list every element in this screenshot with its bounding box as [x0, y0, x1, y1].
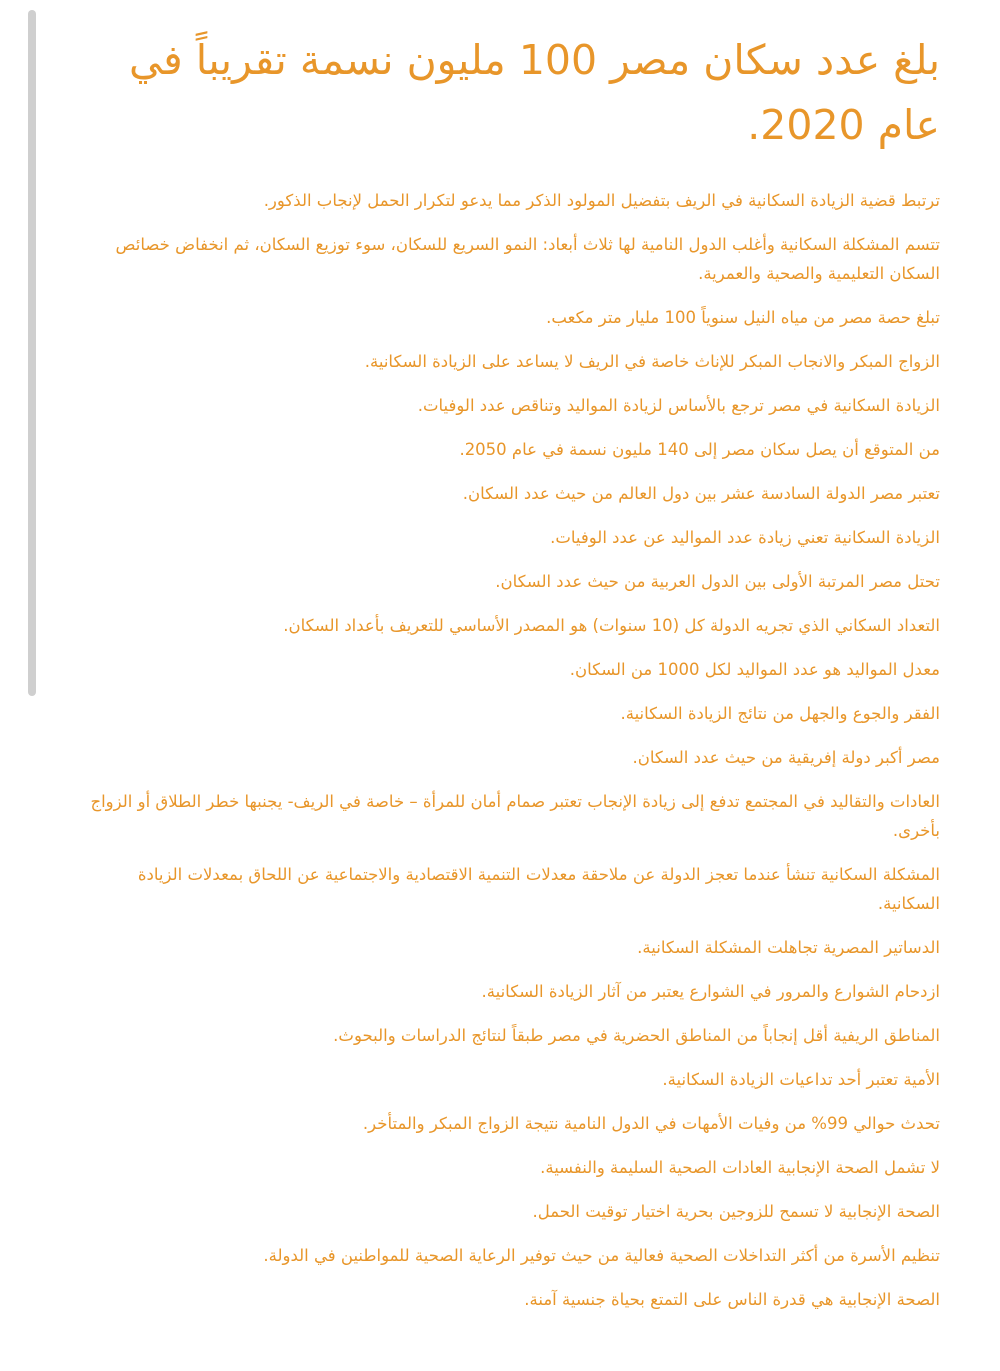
page-title: بلغ عدد سكان مصر 100 مليون نسمة تقريباً في عام 2020. — [128, 36, 940, 149]
statement-item: المناطق الريفية أقل إنجاباً من المناطق الحضرية في مصر طبقاً لنتائج الدراسات والبحوث. — [333, 1026, 940, 1045]
statement-item: التعداد السكاني الذي تجريه الدولة كل (10 سنوات) هو المصدر الأساسي للتعريف بأعداد السكان. — [283, 616, 940, 635]
statement-item: ترتبط قضية الزيادة السكانية في الريف بتفضيل المولود الذكر مما يدعو لتكرار الحمل لإنجاب الذكور. — [263, 191, 940, 210]
statement-item: مصر أكبر دولة إفريقية من حيث عدد السكان. — [632, 748, 940, 767]
statement-item: الفقر والجوع والجهل من نتائج الزيادة السكانية. — [620, 704, 940, 723]
statement-item: الصحة الإنجابية لا تسمح للزوجين بحرية اختيار توقيت الحمل. — [532, 1202, 940, 1221]
statement-item: الزواج المبكر والانجاب المبكر للإناث خاصة في الريف لا يساعد على الزيادة السكانية. — [364, 352, 940, 371]
statement-item: من المتوقع أن يصل سكان مصر إلى 140 مليون نسمة في عام 2050. — [459, 440, 940, 459]
statement-item: تعتبر مصر الدولة السادسة عشر بين دول العالم من حيث عدد السكان. — [462, 484, 940, 503]
statement-item: معدل المواليد هو عدد المواليد لكل 1000 من السكان. — [569, 660, 940, 679]
statement-item: لا تشمل الصحة الإنجابية العادات الصحية السليمة والنفسية. — [540, 1158, 940, 1177]
vertical-scrollbar[interactable] — [28, 10, 36, 696]
document-content — [78, 28, 940, 1329]
statement-item: الزيادة السكانية تعني زيادة عدد المواليد عن عدد الوفيات. — [550, 528, 940, 547]
statement-item: الصحة الإنجابية هي قدرة الناس على التمتع بحياة جنسية آمنة. — [524, 1290, 940, 1309]
statement-item: تحتل مصر المرتبة الأولى بين الدول العربية من حيث عدد السكان. — [495, 572, 940, 591]
statement-item: الزيادة السكانية في مصر ترجع بالأساس لزيادة المواليد وتناقص عدد الوفيات. — [417, 396, 940, 415]
statement-item: الأمية تعتبر أحد تداعيات الزيادة السكانية. — [662, 1070, 940, 1089]
statement-item: المشكلة السكانية تنشأ عندما تعجز الدولة عن ملاحقة معدلات التنمية الاقتصادية والاجتماعية عن اللحاق بمعدلات الزيادة السكانية. — [137, 865, 940, 913]
statement-item: تتسم المشكلة السكانية وأغلب الدول النامية لها ثلاث أبعاد: النمو السريع للسكان، سوء توزيع السكان، ثم انخفاض خصائص السكان التعليمية والصحية والعمرية. — [115, 235, 940, 283]
statement-item: ازدحام الشوارع والمرور في الشوارع يعتبر من آثار الزيادة السكانية. — [481, 982, 940, 1001]
statement-item: تبلغ حصة مصر من مياه النيل سنوياً 100 مليار متر مكعب. — [546, 308, 940, 327]
statement-list — [78, 186, 940, 1314]
statement-item: تنظيم الأسرة من أكثر التداخلات الصحية فعالية من حيث توفير الرعاية الصحية للمواطنين في الدولة. — [263, 1246, 940, 1265]
statement-item: تحدث حوالي 99% من وفيات الأمهات في الدول النامية نتيجة الزواج المبكر والمتأخر. — [362, 1114, 940, 1133]
statement-item: الدساتير المصرية تجاهلت المشكلة السكانية. — [637, 938, 940, 957]
statement-item: العادات والتقاليد في المجتمع تدفع إلى زيادة الإنجاب تعتبر صمام أمان للمرأة – خاصة في الريف- يجنبها خطر الطلاق أو الزواج بأخرى. — [90, 792, 940, 840]
